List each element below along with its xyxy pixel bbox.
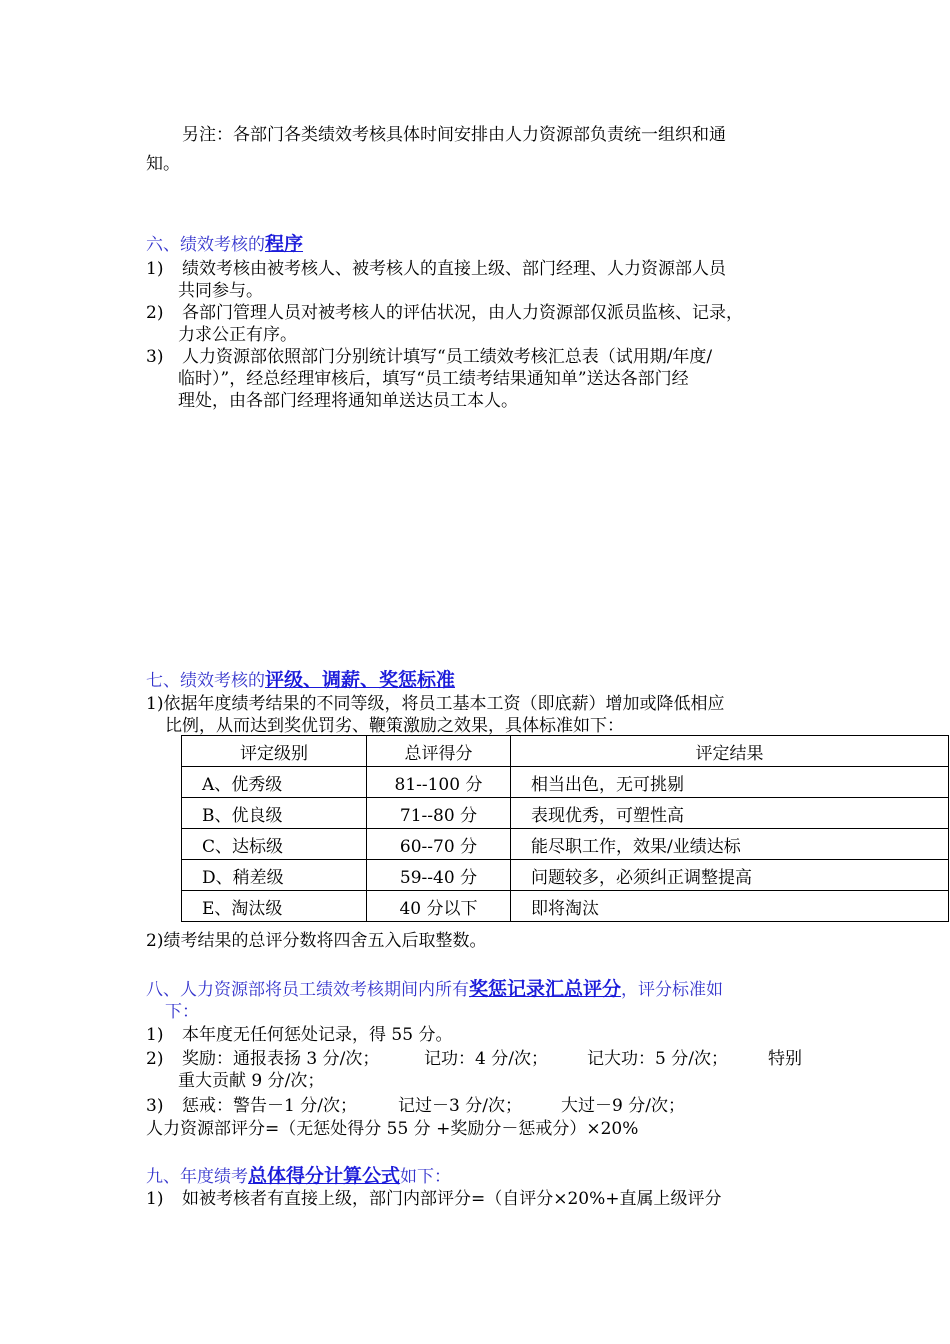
item-number: 3) (146, 347, 164, 367)
item-text: 各部门管理人员对被考核人的评估状况，由人力资源部仅派员监核、记录， (182, 303, 743, 323)
section-8-item-2-major-merit: 记大功：5 分/次； (587, 1049, 728, 1069)
table-cell-grade: C、达标级 (182, 829, 367, 860)
section-8-item-1 (146, 1024, 452, 1046)
section-6-item-1-cont: 共同参与。 (178, 281, 263, 301)
section-6-item-2 (146, 302, 743, 324)
section-7-heading-prefix: 七、绩效考核的 (146, 671, 265, 691)
item-number: 1) (146, 1189, 164, 1209)
table-header-cell: 总评得分 (367, 736, 511, 767)
section-8-item-3-demerit: 记过－3 分/次； (398, 1096, 522, 1116)
section-6-item-1 (146, 258, 726, 280)
item-text-penalty-warning: 惩戒：警告－1 分/次； (182, 1096, 357, 1116)
table-cell-result: 问题较多，必须纠正调整提高 (511, 860, 949, 891)
table-row (182, 767, 949, 798)
section-8-item-2-merit: 记功：4 分/次； (424, 1049, 548, 1069)
table-row (182, 860, 949, 891)
table-cell-grade: E、淘汰级 (182, 891, 367, 922)
section-7-item-2: 2)绩考结果的总评分数将四舍五入后取整数。 (146, 931, 487, 951)
section-6-heading-prefix: 六、绩效考核的 (146, 235, 265, 255)
table-row (182, 798, 949, 829)
section-6-item-3-cont-2: 理处，由各部门经理将通知单送达员工本人。 (178, 391, 518, 411)
table-cell-score: 71--80 分 (367, 798, 511, 829)
item-text: 本年度无任何惩处记录，得 55 分。 (182, 1025, 453, 1045)
section-8-item-2-cont: 重大贡献 9 分/次； (178, 1071, 325, 1091)
section-8-item-2-special: 特别 (768, 1049, 802, 1069)
section-7-heading (146, 669, 455, 692)
section-6-item-2-cont: 力求公正有序。 (178, 325, 297, 345)
item-number: 1) (146, 259, 164, 279)
item-number: 3) (146, 1096, 164, 1116)
section-9-heading (146, 1165, 451, 1188)
table-cell-grade: D、稍差级 (182, 860, 367, 891)
note-line-2: 知。 (146, 154, 180, 174)
table-cell-score: 60--70 分 (367, 829, 511, 860)
section-7-item-1-cont: 比例，从而达到奖优罚劣、鞭策激励之效果，具体标准如下： (165, 716, 624, 736)
item-number: 1) (146, 1025, 164, 1045)
table-cell-result: 即将淘汰 (511, 891, 949, 922)
table-cell-grade: A、优秀级 (182, 767, 367, 798)
section-9-heading-prefix: 九、年度绩考 (146, 1167, 248, 1187)
section-9-item-1 (146, 1188, 722, 1210)
section-8-item-3-major-demerit: 大过－9 分/次； (561, 1096, 685, 1116)
section-6-heading (146, 233, 303, 256)
section-8-heading-emphasis: 奖惩记录汇总评分 (469, 978, 622, 1000)
table-cell-result: 相当出色，无可挑剔 (511, 767, 949, 798)
item-text-reward-praise: 奖励：通报表扬 3 分/次； (182, 1049, 380, 1069)
section-8-heading-suffix: ，评分标准如 (621, 980, 724, 1000)
grading-table (181, 735, 949, 922)
section-9-heading-suffix: 如下： (400, 1167, 452, 1187)
table-header-cell: 评定结果 (511, 736, 949, 767)
item-number: 2) (146, 303, 164, 323)
section-6-heading-emphasis: 程序 (265, 233, 304, 255)
item-text: 人力资源部依照部门分别统计填写“员工绩效考核汇总表（试用期/年度/ (182, 347, 713, 367)
section-7-item-1: 1)依据年度绩考结果的不同等级，将员工基本工资（即底薪）增加或降低相应 (146, 694, 725, 714)
table-cell-score: 40 分以下 (367, 891, 511, 922)
item-text: 绩效考核由被考核人、被考核人的直接上级、部门经理、人力资源部人员 (182, 259, 726, 279)
table-row (182, 891, 949, 922)
item-number: 2) (146, 1049, 164, 1069)
note-line-1: 另注：各部门各类绩效考核具体时间安排由人力资源部负责统一组织和通 (182, 125, 726, 145)
section-6-item-3 (146, 346, 712, 368)
table-cell-score: 59--40 分 (367, 860, 511, 891)
section-8-formula: 人力资源部评分=（无惩处得分 55 分 +奖励分－惩戒分）×20% (146, 1119, 639, 1139)
section-8-heading (146, 978, 723, 1001)
table-header-cell: 评定级别 (182, 736, 367, 767)
table-cell-grade: B、优良级 (182, 798, 367, 829)
section-8-heading-prefix: 八、人力资源部将员工绩效考核期间内所有 (146, 980, 469, 1000)
table-cell-result: 能尽职工作，效果/业绩达标 (511, 829, 949, 860)
table-row (182, 829, 949, 860)
table-cell-score: 81--100 分 (367, 767, 511, 798)
section-8-item-3 (146, 1095, 357, 1117)
section-6-item-3-cont-1: 临时）”，经总经理审核后，填写“员工绩考结果通知单”送达各部门经 (178, 369, 689, 389)
section-9-heading-emphasis: 总体得分计算公式 (248, 1165, 401, 1187)
table-cell-result: 表现优秀，可塑性高 (511, 798, 949, 829)
table-header-row (182, 736, 949, 767)
section-7-heading-emphasis: 评级、调薪、奖惩标准 (265, 669, 456, 691)
section-8-heading-cont: 下： (165, 1002, 199, 1022)
item-text: 如被考核者有直接上级，部门内部评分=（自评分×20%+直属上级评分 (182, 1189, 722, 1209)
